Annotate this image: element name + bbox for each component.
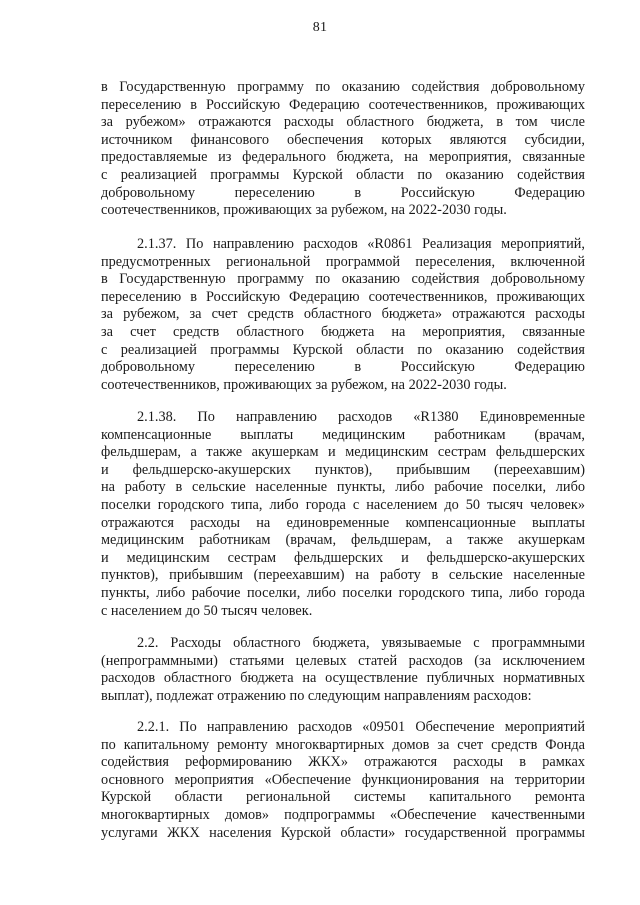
text-line: соотечественников, проживающих за рубежом, на 2022-2030 годы.: [101, 376, 507, 393]
text-line: услугами ЖКХ населения Курской области» государственной программы: [101, 824, 585, 841]
text-line: 2.2.1. По направлению расходов «09501 Обеспечение мероприятий: [137, 719, 585, 735]
paragraph-3: [101, 409, 585, 620]
text-line: Курской области региональной системы капитального ремонта: [101, 789, 585, 806]
text-line: поселки городского типа, либо города с населением до 50 тысяч человек»: [101, 496, 585, 513]
text-line: с реализацией программы Курской области по оказанию содействия: [101, 166, 585, 183]
text-line: 2.1.38. По направлению расходов «R1380 Единовременные: [137, 409, 585, 425]
text-line: и медицинским сестрам фельдшерских и фельдшерско-акушерских: [101, 549, 585, 566]
text-line: предоставляемые из федерального бюджета, на мероприятия, связанные: [101, 149, 585, 166]
text-line: пунктов), прибывшим (переехавшим) на работу в сельские населенные: [101, 567, 585, 584]
paragraph-1: [101, 79, 585, 220]
text-line: предусмотренных региональной программой переселения, включенной: [101, 253, 585, 270]
text-line: в Государственную программу по оказанию содействия добровольному: [101, 271, 585, 288]
text-line: за рубежом, за счет средств областного бюджета» отражаются расходы: [101, 306, 585, 323]
text-line: источником финансового обеспечения которых являются субсидии,: [101, 131, 585, 148]
text-line: содействия реформированию ЖКХ» отражаются расходы в рамках: [101, 754, 585, 771]
text-line: за счет средств областного бюджета на мероприятия, связанные: [101, 323, 585, 340]
text-line: 2.2. Расходы областного бюджета, увязываемые с программными: [137, 635, 585, 651]
text-line: основного мероприятия «Обеспечение функционирования на территории: [101, 771, 585, 788]
text-line: медицинским работникам (врачам, фельдшерам, а также акушеркам: [101, 532, 585, 549]
text-line: отражаются расходы на единовременные компенсационные выплаты: [101, 514, 585, 531]
text-line: переселению в Российскую Федерацию соотечественников, проживающих: [101, 96, 585, 113]
text-line: выплат), подлежат отражению по следующим направлениям расходов:: [101, 687, 532, 704]
paragraph-2: [101, 236, 585, 394]
text-line: с населением до 50 тысяч человек.: [101, 602, 313, 619]
text-line: фельдшерам, а также акушеркам и медицинским сестрам фельдшерских: [101, 444, 585, 461]
text-line: на работу в сельские населенные пункты, либо рабочие поселки, либо: [101, 479, 585, 496]
text-line: (непрограммными) статьями целевых статей расходов (за исключением: [101, 652, 585, 669]
text-line: в Государственную программу по оказанию содействия добровольному: [101, 79, 585, 95]
paragraph-4: [101, 635, 585, 705]
text-line: по капитальному ремонту многоквартирных домов за счет средств Фонда: [101, 736, 585, 753]
text-line: добровольному переселению в Российскую Федерацию: [101, 184, 585, 201]
text-line: добровольному переселению в Российскую Федерацию: [101, 359, 585, 376]
text-line: переселению в Российскую Федерацию соотечественников, проживающих: [101, 288, 585, 305]
text-line: расходов областного бюджета на осуществление публичных нормативных: [101, 670, 585, 687]
text-line: 2.1.37. По направлению расходов «R0861 Реализация мероприятий,: [137, 236, 585, 252]
text-line: с реализацией программы Курской области по оказанию содействия: [101, 341, 585, 358]
paragraph-5: [101, 719, 585, 842]
text-line: за рубежом» отражаются расходы областного бюджета, в том числе: [101, 114, 585, 131]
text-line: пункты, либо рабочие поселки, либо поселки городского типа, либо города: [101, 584, 585, 601]
text-line: соотечественников, проживающих за рубежом, на 2022-2030 годы.: [101, 202, 507, 219]
text-line: многоквартирных домов» подпрограммы «Обеспечение качественными: [101, 806, 585, 823]
text-line: и фельдшерско-акушерских пунктов), прибывшим (переехавшим): [101, 461, 585, 478]
page-number: 81: [312, 20, 328, 35]
text-line: компенсационные выплаты медицинским работникам (врачам,: [101, 426, 585, 443]
